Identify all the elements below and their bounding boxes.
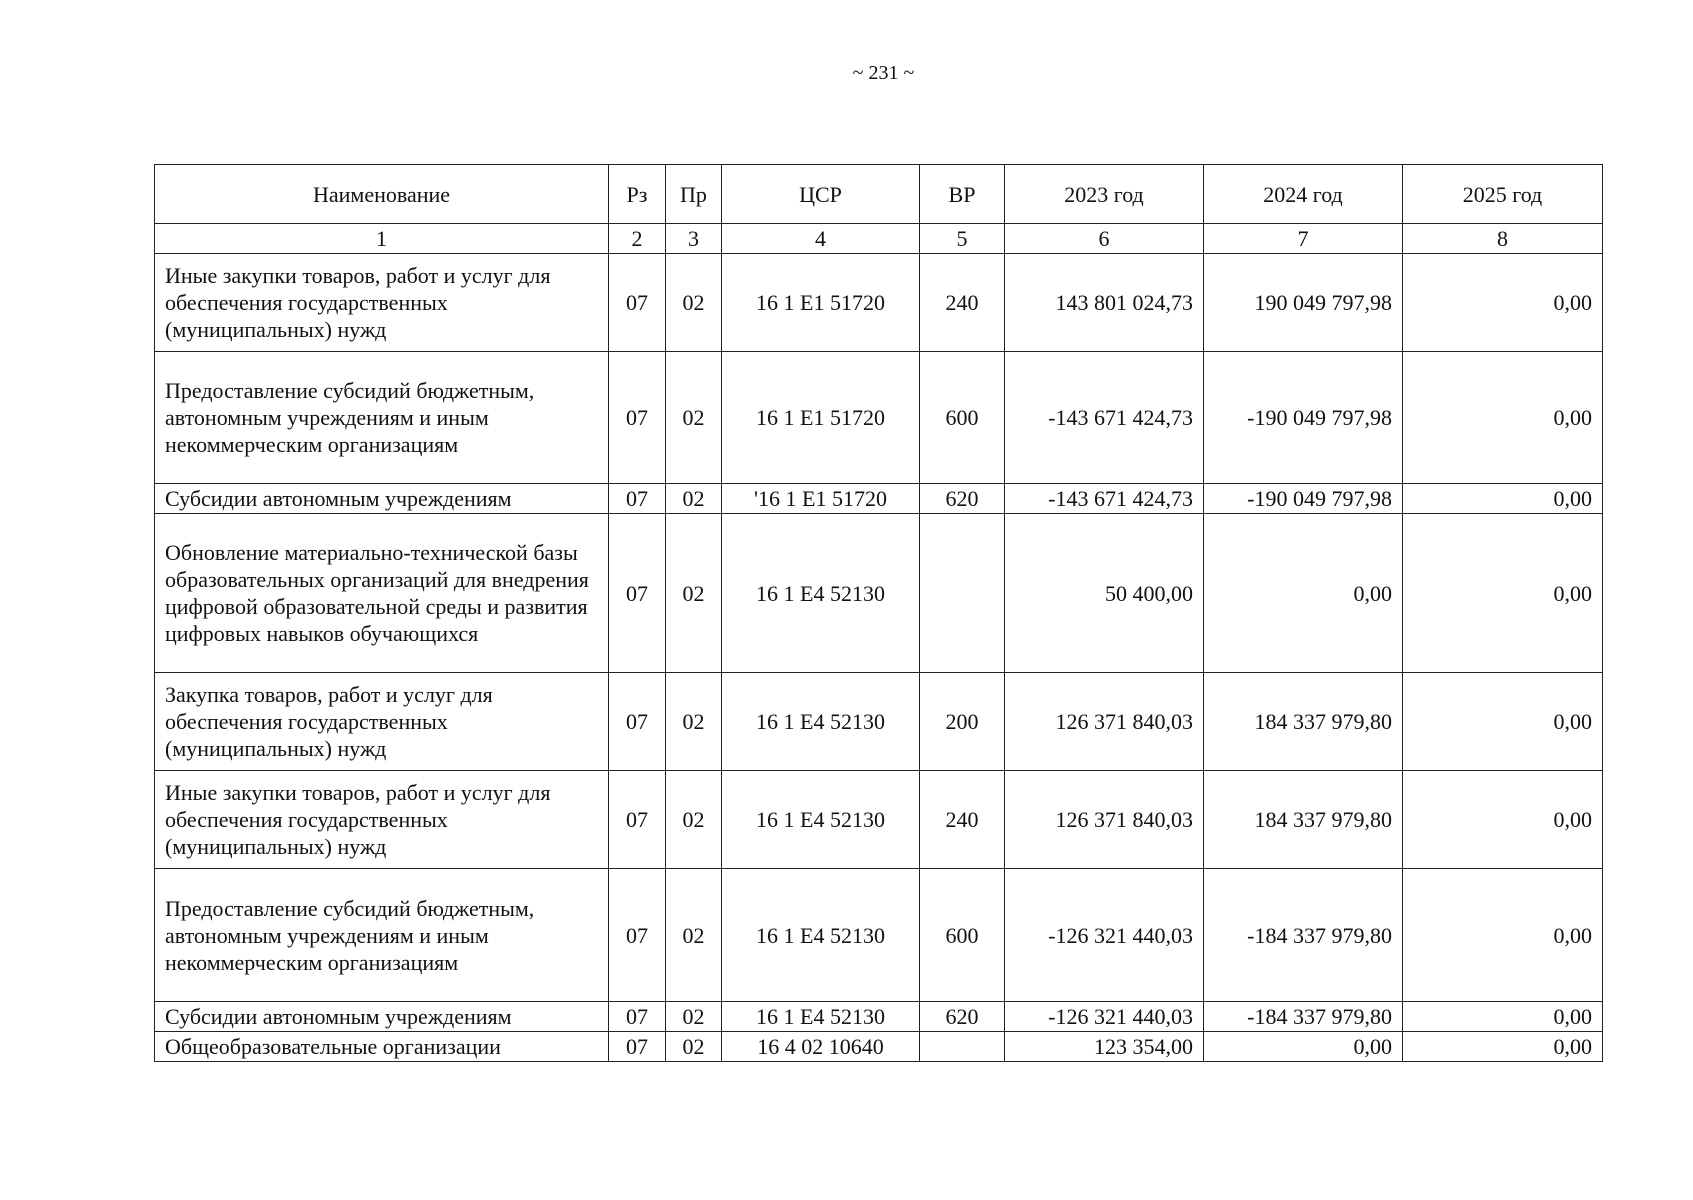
row-csr: 16 1 E4 52130 xyxy=(722,514,920,673)
row-2024: -184 337 979,80 xyxy=(1204,1002,1403,1032)
row-rz: 07 xyxy=(609,1032,666,1062)
row-2024: -184 337 979,80 xyxy=(1204,869,1403,1002)
row-rz: 07 xyxy=(609,771,666,869)
row-pr: 02 xyxy=(666,771,722,869)
row-rz: 07 xyxy=(609,254,666,352)
row-2023: -143 671 424,73 xyxy=(1005,352,1204,484)
row-csr: 16 1 E4 52130 xyxy=(722,673,920,771)
table-row xyxy=(155,1002,1603,1032)
row-pr: 02 xyxy=(666,1032,722,1062)
row-name: Закупка товаров, работ и услуг для обеспечения государственных (муниципальных) нужд xyxy=(155,673,609,771)
row-2023: -126 321 440,03 xyxy=(1005,1002,1204,1032)
row-rz: 07 xyxy=(609,484,666,514)
row-2023: 126 371 840,03 xyxy=(1005,673,1204,771)
column-number-row xyxy=(155,224,1603,254)
row-2024: 184 337 979,80 xyxy=(1204,673,1403,771)
row-name: Субсидии автономным учреждениям xyxy=(155,1002,609,1032)
row-2023: -143 671 424,73 xyxy=(1005,484,1204,514)
row-name: Предоставление субсидий бюджетным, автономным учреждениям и иным некоммерческим организациям xyxy=(155,869,609,1002)
row-vr: 240 xyxy=(920,771,1005,869)
row-2023: -126 321 440,03 xyxy=(1005,869,1204,1002)
budget-table xyxy=(154,164,1603,1062)
row-pr: 02 xyxy=(666,514,722,673)
row-2024: -190 049 797,98 xyxy=(1204,484,1403,514)
row-vr xyxy=(920,1032,1005,1062)
row-2025: 0,00 xyxy=(1403,484,1603,514)
header-pr: Пр xyxy=(666,165,722,224)
table-row xyxy=(155,514,1603,673)
row-2023: 50 400,00 xyxy=(1005,514,1204,673)
row-name: Предоставление субсидий бюджетным, автономным учреждениям и иным некоммерческим организациям xyxy=(155,352,609,484)
row-2024: 190 049 797,98 xyxy=(1204,254,1403,352)
page-number: ~ 231 ~ xyxy=(852,62,915,84)
row-2023: 123 354,00 xyxy=(1005,1032,1204,1062)
row-csr: 16 1 E4 52130 xyxy=(722,771,920,869)
row-vr: 620 xyxy=(920,484,1005,514)
column-number: 6 xyxy=(1005,224,1204,254)
row-name: Субсидии автономным учреждениям xyxy=(155,484,609,514)
row-2025: 0,00 xyxy=(1403,771,1603,869)
row-csr: '16 1 E1 51720 xyxy=(722,484,920,514)
header-vr: ВР xyxy=(920,165,1005,224)
row-rz: 07 xyxy=(609,869,666,1002)
row-2023: 143 801 024,73 xyxy=(1005,254,1204,352)
row-2025: 0,00 xyxy=(1403,1032,1603,1062)
column-number: 2 xyxy=(609,224,666,254)
row-name: Иные закупки товаров, работ и услуг для обеспечения государственных (муниципальных) нужд xyxy=(155,771,609,869)
column-number: 8 xyxy=(1403,224,1603,254)
column-number: 4 xyxy=(722,224,920,254)
header-2025: 2025 год xyxy=(1403,165,1603,224)
row-vr: 600 xyxy=(920,352,1005,484)
row-pr: 02 xyxy=(666,254,722,352)
row-pr: 02 xyxy=(666,869,722,1002)
table-row xyxy=(155,484,1603,514)
row-csr: 16 1 E4 52130 xyxy=(722,1002,920,1032)
header-2024: 2024 год xyxy=(1204,165,1403,224)
row-2024: 0,00 xyxy=(1204,1032,1403,1062)
row-2025: 0,00 xyxy=(1403,254,1603,352)
column-number: 1 xyxy=(155,224,609,254)
row-2024: -190 049 797,98 xyxy=(1204,352,1403,484)
row-rz: 07 xyxy=(609,1002,666,1032)
table-row xyxy=(155,352,1603,484)
header-2023: 2023 год xyxy=(1005,165,1204,224)
row-pr: 02 xyxy=(666,1002,722,1032)
row-2025: 0,00 xyxy=(1403,352,1603,484)
header-name: Наименование xyxy=(155,165,609,224)
row-pr: 02 xyxy=(666,352,722,484)
row-csr: 16 1 E4 52130 xyxy=(722,869,920,1002)
header-row xyxy=(155,165,1603,224)
row-csr: 16 4 02 10640 xyxy=(722,1032,920,1062)
row-2024: 184 337 979,80 xyxy=(1204,771,1403,869)
row-name: Обновление материально-технической базы образовательных организаций для внедрения цифровой образовательной среды и развития цифровых навыков обучающихся xyxy=(155,514,609,673)
header-rz: Рз xyxy=(609,165,666,224)
table-row xyxy=(155,673,1603,771)
row-vr: 240 xyxy=(920,254,1005,352)
row-2025: 0,00 xyxy=(1403,1002,1603,1032)
row-2024: 0,00 xyxy=(1204,514,1403,673)
table-row xyxy=(155,1032,1603,1062)
row-2025: 0,00 xyxy=(1403,869,1603,1002)
row-rz: 07 xyxy=(609,514,666,673)
row-name: Иные закупки товаров, работ и услуг для обеспечения государственных (муниципальных) нужд xyxy=(155,254,609,352)
column-number: 3 xyxy=(666,224,722,254)
row-csr: 16 1 E1 51720 xyxy=(722,352,920,484)
row-vr: 620 xyxy=(920,1002,1005,1032)
table-row xyxy=(155,771,1603,869)
table-row xyxy=(155,254,1603,352)
column-number: 5 xyxy=(920,224,1005,254)
row-2025: 0,00 xyxy=(1403,673,1603,771)
row-2023: 126 371 840,03 xyxy=(1005,771,1204,869)
row-pr: 02 xyxy=(666,673,722,771)
row-rz: 07 xyxy=(609,352,666,484)
row-vr: 200 xyxy=(920,673,1005,771)
row-csr: 16 1 E1 51720 xyxy=(722,254,920,352)
row-pr: 02 xyxy=(666,484,722,514)
row-vr xyxy=(920,514,1005,673)
table-row xyxy=(155,869,1603,1002)
row-name: Общеобразовательные организации xyxy=(155,1032,609,1062)
row-vr: 600 xyxy=(920,869,1005,1002)
column-number: 7 xyxy=(1204,224,1403,254)
header-csr: ЦСР xyxy=(722,165,920,224)
row-rz: 07 xyxy=(609,673,666,771)
row-2025: 0,00 xyxy=(1403,514,1603,673)
